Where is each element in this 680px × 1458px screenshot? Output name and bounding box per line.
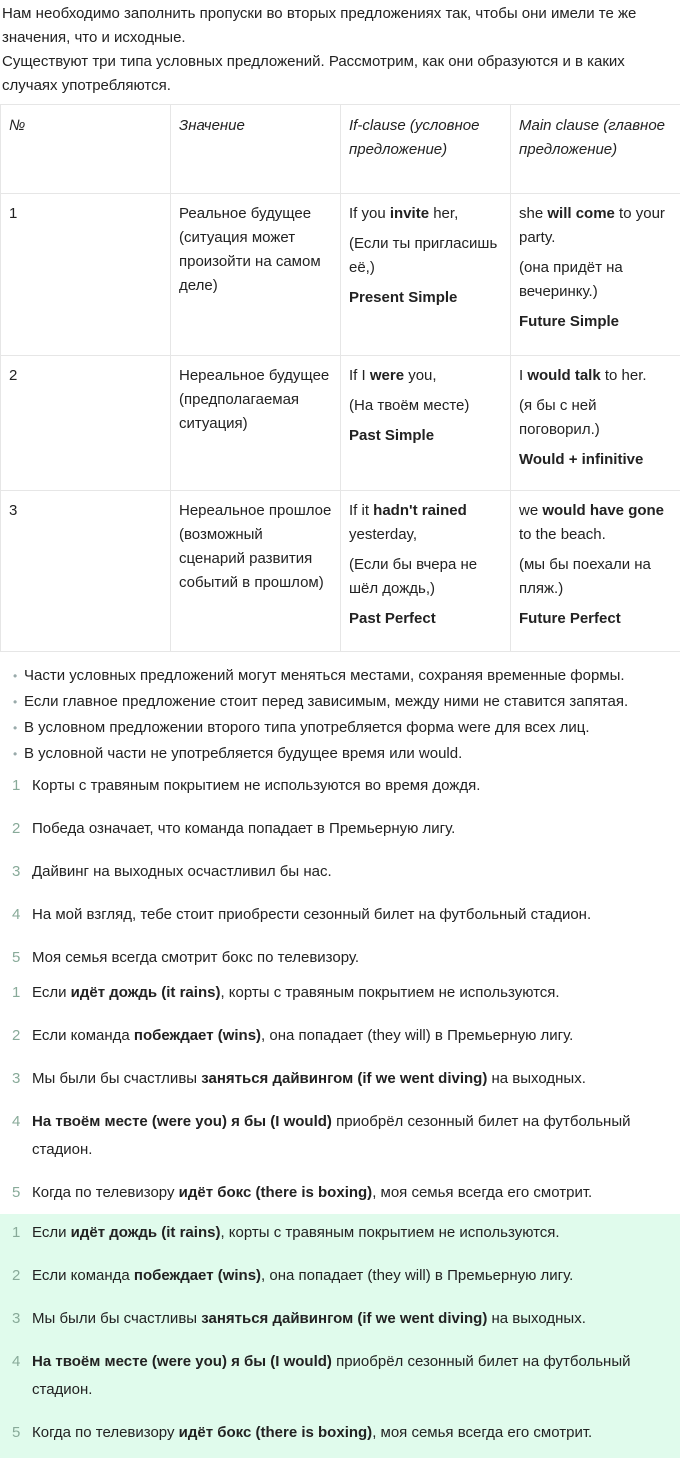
table-row	[1, 356, 680, 491]
bold-text: hadn't rained	[373, 502, 467, 519]
row-if-clause	[341, 491, 511, 652]
cell-paragraph	[349, 499, 502, 547]
list-item	[0, 744, 680, 764]
cell-paragraph	[349, 202, 502, 226]
text: (На твоём месте)	[349, 397, 469, 414]
row-number: 2	[1, 356, 171, 491]
cell-paragraph	[519, 364, 672, 388]
cell-paragraph	[349, 232, 502, 280]
text: (мы бы поехали на пляж.)	[519, 556, 651, 597]
text: Если команда	[32, 1027, 134, 1044]
list-item	[0, 1262, 680, 1290]
text: yesterday,	[349, 526, 417, 543]
bold-text: would talk	[527, 367, 600, 384]
text: , моя семья всегда его смотрит.	[372, 1184, 592, 1201]
text: If you	[349, 205, 390, 222]
item-number: 5	[12, 1179, 20, 1207]
bold-text: invite	[390, 205, 429, 222]
text: , корты с травяным покрытием не используются.	[220, 1224, 559, 1241]
bullet-icon: •	[13, 718, 17, 738]
item-number: 4	[12, 1108, 20, 1136]
rule-text: В условной части не употребляется будущее время или would.	[24, 745, 462, 762]
header-main-clause: Main clause (главное предложение)	[511, 105, 680, 194]
item-number: 2	[12, 1262, 20, 1290]
rules-list	[0, 666, 680, 764]
list-item	[0, 944, 680, 972]
item-number: 5	[12, 944, 20, 972]
text: на выходных.	[487, 1310, 586, 1327]
list-item	[0, 858, 680, 886]
text: I	[519, 367, 527, 384]
cell-paragraph	[519, 607, 672, 631]
table-row	[1, 194, 680, 356]
list-item	[0, 1179, 680, 1207]
list-item	[0, 815, 680, 843]
bullet-icon: •	[13, 692, 17, 712]
bold-text: На твоём месте (were you) я бы (I would)	[32, 1353, 332, 1370]
list-item	[0, 979, 680, 1007]
text: to the beach.	[519, 526, 606, 543]
list-item	[0, 666, 680, 686]
text: Если	[32, 984, 71, 1001]
bold-text: Would + infinitive	[519, 451, 643, 468]
bold-text: заняться дайвингом (if we went diving)	[201, 1070, 487, 1087]
text: Если	[32, 1224, 71, 1241]
cell-paragraph	[349, 394, 502, 418]
bullet-icon: •	[13, 744, 17, 764]
header-if-clause: If-clause (условное предложение)	[341, 105, 511, 194]
cell-paragraph	[349, 553, 502, 601]
cell-paragraph	[519, 202, 672, 250]
bold-text: were	[370, 367, 404, 384]
list-item	[0, 692, 680, 712]
row-main-clause	[511, 491, 680, 652]
source-sentences-list	[0, 772, 680, 972]
intro-text	[0, 0, 676, 98]
bold-text: идёт бокс (there is boxing)	[179, 1184, 373, 1201]
bold-text: идёт бокс (there is boxing)	[179, 1424, 373, 1441]
text: to your party.	[519, 205, 665, 246]
item-number: 1	[12, 1219, 20, 1247]
bold-text: Present Simple	[349, 289, 457, 306]
item-number: 3	[12, 1065, 20, 1093]
list-item	[0, 772, 680, 800]
answer-highlight-block	[0, 1214, 680, 1458]
bold-text: Future Perfect	[519, 610, 621, 627]
bold-text: заняться дайвингом (if we went diving)	[201, 1310, 487, 1327]
item-number: 2	[12, 815, 20, 843]
bold-text: идёт дождь (it rains)	[71, 1224, 221, 1241]
row-number: 3	[1, 491, 171, 652]
item-number: 3	[12, 1305, 20, 1333]
text: , корты с травяным покрытием не используются.	[220, 984, 559, 1001]
list-item	[0, 901, 680, 929]
text: , моя семья всегда его смотрит.	[372, 1424, 592, 1441]
cell-paragraph	[519, 499, 672, 547]
bold-text: Past Perfect	[349, 610, 436, 627]
list-item	[0, 1065, 680, 1093]
row-main-clause	[511, 194, 680, 356]
rule-text: Если главное предложение стоит перед зависимым, между ними не ставится запятая.	[24, 693, 628, 710]
text: you,	[404, 367, 437, 384]
text: , она попадает (they will) в Премьерную лигу.	[261, 1267, 573, 1284]
text: , она попадает (they will) в Премьерную лигу.	[261, 1027, 573, 1044]
text: If I	[349, 367, 370, 384]
text: Мы были бы счастливы	[32, 1070, 201, 1087]
cell-paragraph	[349, 364, 502, 388]
text: приобрёл сезонный билет на футбольный стадион.	[32, 1353, 631, 1398]
item-number: 1	[12, 979, 20, 1007]
list-item	[0, 1108, 680, 1164]
text: to her.	[601, 367, 647, 384]
text: (она придёт на вечеринку.)	[519, 259, 623, 300]
bold-text: На твоём месте (were you) я бы (I would)	[32, 1113, 332, 1130]
cell-paragraph	[519, 256, 672, 304]
bold-text: will come	[547, 205, 615, 222]
text: (Если ты пригласишь её,)	[349, 235, 497, 276]
rule-text: Части условных предложений могут меняться местами, сохраняя временные формы.	[24, 667, 625, 684]
row-meaning: Нереальное прошлое (возможный сценарий развития событий в прошлом)	[171, 491, 341, 652]
text: she	[519, 205, 547, 222]
list-item	[0, 718, 680, 738]
text: Когда по телевизору	[32, 1424, 179, 1441]
text: (Если бы вчера не шёл дождь,)	[349, 556, 477, 597]
row-if-clause	[341, 194, 511, 356]
list-item	[0, 1022, 680, 1050]
list-item	[0, 1348, 680, 1404]
text: Моя семья всегда смотрит бокс по телевизору.	[32, 949, 359, 966]
item-number: 1	[12, 772, 20, 800]
item-number: 2	[12, 1022, 20, 1050]
cell-paragraph	[519, 553, 672, 601]
cell-paragraph	[349, 424, 502, 448]
bold-text: would have gone	[542, 502, 664, 519]
cell-paragraph	[519, 394, 672, 442]
text: на выходных.	[487, 1070, 586, 1087]
text: Корты с травяным покрытием не используются во время дождя.	[32, 777, 480, 794]
text: we	[519, 502, 542, 519]
table-row	[1, 491, 680, 652]
row-meaning: Реальное будущее (ситуация может произойти на самом деле)	[171, 194, 341, 356]
conditionals-table	[0, 104, 680, 652]
bold-text: побеждает (wins)	[134, 1267, 261, 1284]
item-number: 3	[12, 858, 20, 886]
header-number: №	[1, 105, 171, 194]
cell-paragraph	[349, 607, 502, 631]
row-meaning: Нереальное будущее (предполагаемая ситуация)	[171, 356, 341, 491]
text: her,	[429, 205, 458, 222]
text: приобрёл сезонный билет на футбольный стадион.	[32, 1113, 631, 1158]
item-number: 4	[12, 901, 20, 929]
highlighted-answers-list	[0, 1219, 680, 1447]
text: (я бы с ней поговорил.)	[519, 397, 600, 438]
answers-list	[0, 979, 680, 1207]
row-number: 1	[1, 194, 171, 356]
row-main-clause	[511, 356, 680, 491]
bold-text: Past Simple	[349, 427, 434, 444]
table-header-row	[1, 105, 680, 194]
rule-text: В условном предложении второго типа употребляется форма were для всех лиц.	[24, 719, 590, 736]
item-number: 4	[12, 1348, 20, 1376]
cell-paragraph	[519, 310, 672, 334]
bullet-icon: •	[13, 666, 17, 686]
text: If it	[349, 502, 373, 519]
text: На мой взгляд, тебе стоит приобрести сезонный билет на футбольный стадион.	[32, 906, 591, 923]
text: Победа означает, что команда попадает в Премьерную лигу.	[32, 820, 455, 837]
list-item	[0, 1305, 680, 1333]
bold-text: идёт дождь (it rains)	[71, 984, 221, 1001]
text: Дайвинг на выходных осчастливил бы нас.	[32, 863, 332, 880]
bold-text: побеждает (wins)	[134, 1027, 261, 1044]
list-item	[0, 1419, 680, 1447]
row-if-clause	[341, 356, 511, 491]
bold-text: Future Simple	[519, 313, 619, 330]
intro-paragraph-2: Существуют три типа условных предложений. Рассмотрим, как они образуются и в каких случаях употребляются.	[0, 50, 676, 98]
cell-paragraph	[519, 448, 672, 472]
list-item	[0, 1219, 680, 1247]
text: Мы были бы счастливы	[32, 1310, 201, 1327]
cell-paragraph	[349, 286, 502, 310]
text: Когда по телевизору	[32, 1184, 179, 1201]
text: Если команда	[32, 1267, 134, 1284]
header-meaning: Значение	[171, 105, 341, 194]
item-number: 5	[12, 1419, 20, 1447]
intro-paragraph-1: Нам необходимо заполнить пропуски во вторых предложениях так, чтобы они имели те же значения, что и исходные.	[0, 2, 676, 50]
